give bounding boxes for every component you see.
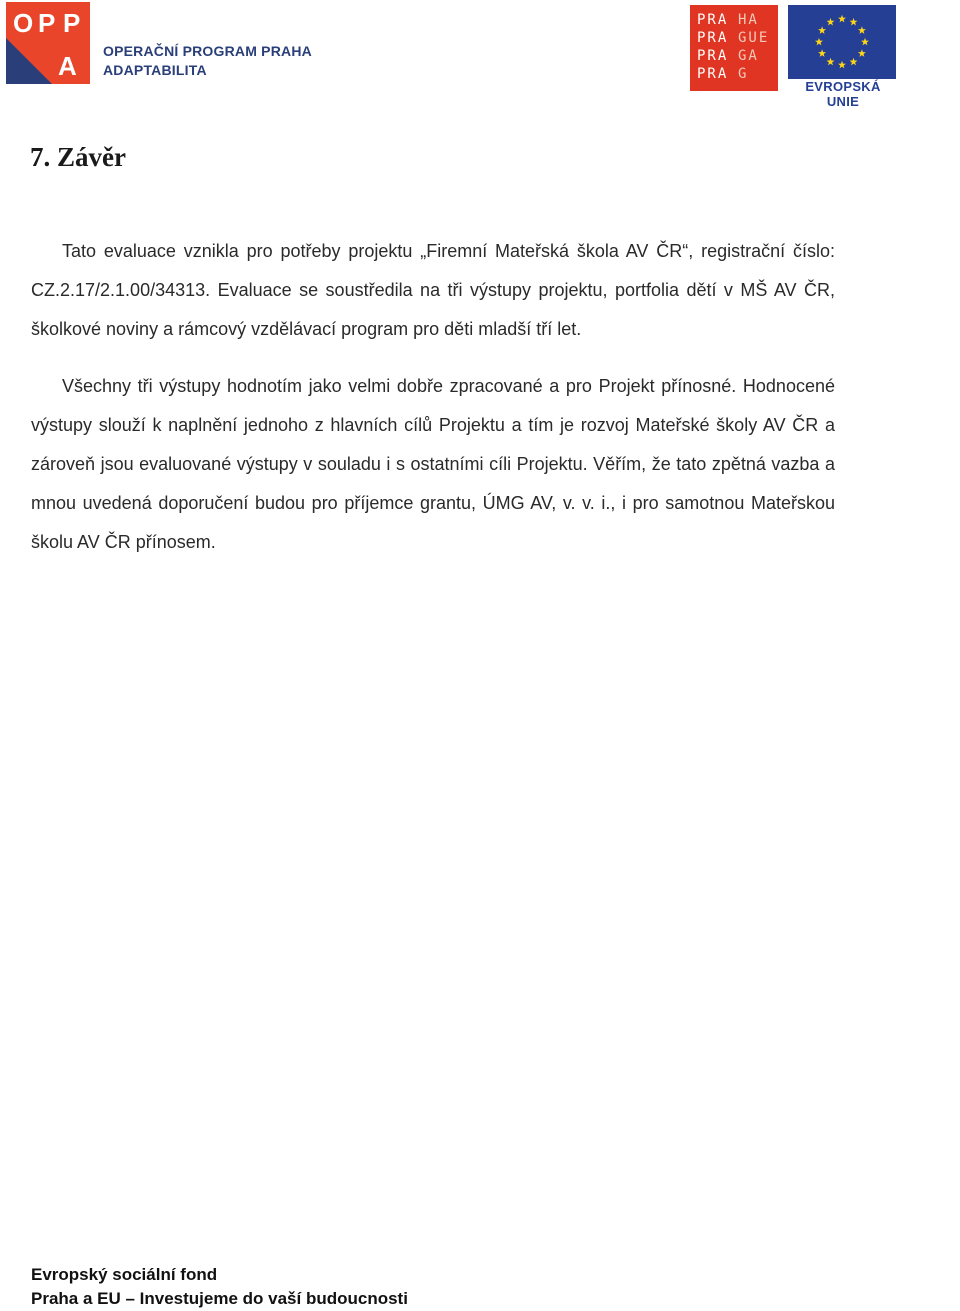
praha-logo [690,5,778,91]
oppa-program-name [103,42,312,80]
oppa-logo-letter-1: O [13,8,34,38]
praha-logo-right-2: GUE [738,30,770,46]
praha-logo-left-1: PRA [697,12,729,28]
oppa-logo-letter-2: P [38,8,56,38]
praha-logo-right-1: HA [738,12,759,28]
eu-caption: EVROPSKÁ UNIE [805,79,881,109]
page-footer [31,1263,408,1311]
praha-logo-right-3: GA [738,48,759,64]
oppa-program-line-2: ADAPTABILITA [103,62,207,78]
page-header [0,0,960,110]
praha-logo-left-3: PRA [697,48,729,64]
oppa-logo-letter-3: P [63,8,81,38]
praha-logo-left-4: PRA [697,66,729,82]
oppa-logo [6,2,90,84]
praha-logo-right-4: G [738,66,749,82]
paragraph-2: Všechny tři výstupy hodnotím jako velmi dobře zpracované a pro Projekt přínosné. Hodnocené výstupy slouží k naplnění jednoho z hlavních cílů Projektu a tím je rozvoj Mateřské školy AV ČR a zároveň jsou evaluované výstupy v souladu i s ostatními cíli Projektu. Věřím, že tato zpětná vazba a mnou uvedená doporučení budou pro příjemce grantu, ÚMG AV, v. v. i., i pro samotnou Mateřskou školu AV ČR přínosem. [31,376,835,552]
footer-line-1: Evropský sociální fond [31,1265,218,1284]
eu-flag-icon [788,5,896,79]
paragraph-1: Tato evaluace vznikla pro potřeby projektu „Firemní Mateřská škola AV ČR“, registrační číslo: CZ.2.17/2.1.00/34313. Evaluace se soustředila na tři výstupy projektu, portfolia dětí v MŠ AV ČR, školkové noviny a rámcový vzdělávací program pro děti mladší tří let. [31,241,835,339]
oppa-program-line-1: OPERAČNÍ PROGRAM PRAHA [103,43,312,59]
section-heading: 7. Závěr [30,142,126,172]
oppa-logo-letter-4: A [58,51,77,81]
footer-line-2: Praha a EU – Investujeme do vaší budoucnosti [31,1289,408,1308]
praha-logo-left-2: PRA [697,30,729,46]
